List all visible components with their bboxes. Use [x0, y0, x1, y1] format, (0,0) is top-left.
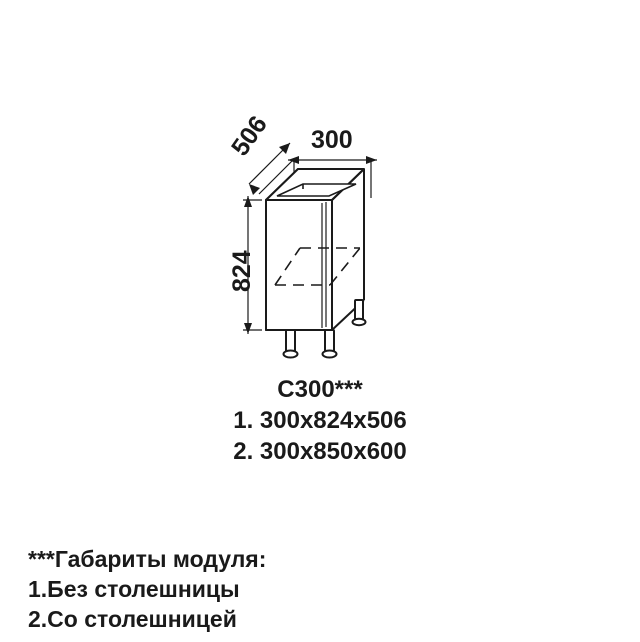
- dimension-height-label: 824: [228, 250, 256, 292]
- dimension-width-label: 300: [311, 126, 353, 154]
- dimension-depth-label: 506: [226, 110, 273, 162]
- module-spec-line-1: 1. 300x824x506: [233, 407, 407, 434]
- note-line-2: 1.Без столешницы: [28, 576, 240, 602]
- note-line-3: 2.Со столешницей: [28, 606, 237, 632]
- module-code: С300***: [277, 376, 363, 403]
- notes-block: [28, 544, 628, 634]
- note-line-1: ***Габариты модуля:: [28, 546, 267, 572]
- caption-block: [0, 374, 640, 467]
- module-spec-line-2: 2. 300x850x600: [233, 438, 407, 465]
